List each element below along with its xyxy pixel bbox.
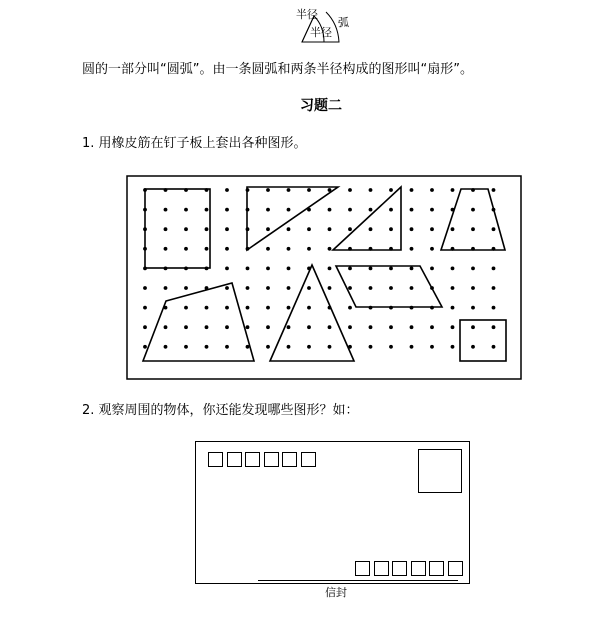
peg xyxy=(164,325,168,329)
peg xyxy=(410,188,414,192)
peg xyxy=(410,208,414,212)
peg xyxy=(266,306,270,310)
peg xyxy=(266,325,270,329)
peg xyxy=(328,267,332,271)
sender-postcode-box xyxy=(374,561,389,576)
peg xyxy=(205,306,209,310)
peg xyxy=(184,306,188,310)
peg xyxy=(184,325,188,329)
peg xyxy=(430,188,434,192)
peg xyxy=(471,267,475,271)
sector-radius-label-top: 半径 xyxy=(296,8,318,21)
peg xyxy=(164,247,168,251)
peg xyxy=(225,325,229,329)
peg xyxy=(225,345,229,349)
shape-parallelogram xyxy=(336,266,442,307)
peg xyxy=(164,345,168,349)
peg xyxy=(430,247,434,251)
peg xyxy=(287,286,291,290)
peg xyxy=(451,188,455,192)
question-1: 1. 用橡皮筋在钉子板上套出各种图形。 xyxy=(82,136,307,151)
peg xyxy=(348,306,352,310)
peg xyxy=(266,345,270,349)
peg xyxy=(348,208,352,212)
peg xyxy=(492,267,496,271)
peg xyxy=(184,227,188,231)
peg xyxy=(184,247,188,251)
peg xyxy=(389,325,393,329)
peg xyxy=(369,267,373,271)
peg xyxy=(307,247,311,251)
peg xyxy=(225,286,229,290)
peg xyxy=(164,227,168,231)
peg xyxy=(225,267,229,271)
peg xyxy=(451,267,455,271)
peg xyxy=(369,325,373,329)
envelope-stamp-box xyxy=(418,449,462,493)
peg xyxy=(492,306,496,310)
sender-postcode-box xyxy=(411,561,426,576)
peg xyxy=(143,286,147,290)
peg xyxy=(164,208,168,212)
peg xyxy=(287,247,291,251)
peg xyxy=(369,188,373,192)
peg xyxy=(287,306,291,310)
peg xyxy=(246,286,250,290)
peg xyxy=(389,208,393,212)
peg xyxy=(143,306,147,310)
peg xyxy=(389,267,393,271)
peg xyxy=(266,188,270,192)
peg xyxy=(266,267,270,271)
shape-right-triangle-right xyxy=(333,187,401,250)
peg xyxy=(471,227,475,231)
peg xyxy=(205,227,209,231)
peg xyxy=(246,267,250,271)
sector-radius-label-bottom: 半径 xyxy=(310,26,332,39)
peg xyxy=(369,345,373,349)
shape-quadrilateral xyxy=(143,283,254,361)
shape-square xyxy=(460,320,506,361)
peg xyxy=(287,208,291,212)
peg xyxy=(307,188,311,192)
peg xyxy=(266,286,270,290)
peg xyxy=(471,306,475,310)
peg xyxy=(430,227,434,231)
peg xyxy=(369,286,373,290)
peg xyxy=(348,286,352,290)
peg xyxy=(451,227,455,231)
peg xyxy=(410,345,414,349)
peg xyxy=(328,227,332,231)
peg xyxy=(430,345,434,349)
peg xyxy=(266,227,270,231)
postcode-box xyxy=(245,452,260,467)
peg xyxy=(410,286,414,290)
peg xyxy=(328,208,332,212)
definition-text: 圆的一部分叫“圆弧”。由一条圆弧和两条半径构成的图形叫“扇形”。 xyxy=(82,62,473,77)
shape-trapezoid xyxy=(441,189,505,250)
peg xyxy=(307,325,311,329)
sector-arc-label: 弧 xyxy=(338,16,349,29)
peg xyxy=(205,325,209,329)
peg xyxy=(410,325,414,329)
peg xyxy=(471,325,475,329)
peg xyxy=(389,345,393,349)
peg xyxy=(471,286,475,290)
peg xyxy=(205,345,209,349)
peg xyxy=(287,345,291,349)
peg xyxy=(492,227,496,231)
peg xyxy=(287,188,291,192)
peg xyxy=(348,188,352,192)
peg xyxy=(307,227,311,231)
envelope-caption: 信封 xyxy=(325,586,347,599)
peg xyxy=(328,345,332,349)
peg xyxy=(348,325,352,329)
shape-right-triangle-left xyxy=(247,187,338,250)
peg xyxy=(451,286,455,290)
peg xyxy=(246,325,250,329)
shape-rectangle xyxy=(145,189,210,268)
peg xyxy=(492,345,496,349)
peg xyxy=(410,227,414,231)
peg xyxy=(348,267,352,271)
envelope xyxy=(195,441,470,584)
peg xyxy=(471,345,475,349)
sender-postcode-box xyxy=(448,561,463,576)
peg xyxy=(143,325,147,329)
peg xyxy=(451,325,455,329)
peg xyxy=(389,227,393,231)
postcode-box xyxy=(227,452,242,467)
peg xyxy=(307,345,311,349)
postcode-box xyxy=(282,452,297,467)
postcode-box xyxy=(301,452,316,467)
peg xyxy=(430,267,434,271)
peg xyxy=(184,286,188,290)
sender-postcode-box xyxy=(429,561,444,576)
pegboard-shapes xyxy=(143,187,506,361)
peg xyxy=(164,286,168,290)
peg xyxy=(266,208,270,212)
peg xyxy=(492,286,496,290)
peg xyxy=(328,286,332,290)
peg xyxy=(410,267,414,271)
peg xyxy=(430,208,434,212)
peg xyxy=(225,208,229,212)
peg xyxy=(492,188,496,192)
peg xyxy=(307,286,311,290)
postcode-box xyxy=(208,452,223,467)
peg xyxy=(471,208,475,212)
peg xyxy=(184,208,188,212)
peg xyxy=(389,286,393,290)
peg xyxy=(246,306,250,310)
peg xyxy=(492,325,496,329)
peg xyxy=(328,247,332,251)
peg xyxy=(410,247,414,251)
peg xyxy=(225,306,229,310)
peg xyxy=(287,227,291,231)
peg xyxy=(225,247,229,251)
peg xyxy=(225,227,229,231)
peg xyxy=(328,325,332,329)
peg xyxy=(266,247,270,251)
peg xyxy=(389,188,393,192)
peg xyxy=(287,267,291,271)
envelope-address-line xyxy=(258,580,458,581)
peg xyxy=(143,345,147,349)
shape-isosceles-triangle xyxy=(270,265,354,361)
peg xyxy=(369,208,373,212)
peg xyxy=(287,325,291,329)
postcode-box xyxy=(264,452,279,467)
sender-postcode-box xyxy=(392,561,407,576)
peg xyxy=(307,306,311,310)
peg xyxy=(451,345,455,349)
question-2: 2. 观察周围的物体，你还能发现哪些图形？如： xyxy=(82,403,359,418)
sender-postcode-box xyxy=(355,561,370,576)
peg xyxy=(348,227,352,231)
peg xyxy=(225,188,229,192)
peg xyxy=(451,306,455,310)
peg xyxy=(184,345,188,349)
peg xyxy=(205,208,209,212)
section-title: 习题二 xyxy=(300,98,342,114)
peg xyxy=(369,227,373,231)
peg xyxy=(205,247,209,251)
peg xyxy=(430,325,434,329)
